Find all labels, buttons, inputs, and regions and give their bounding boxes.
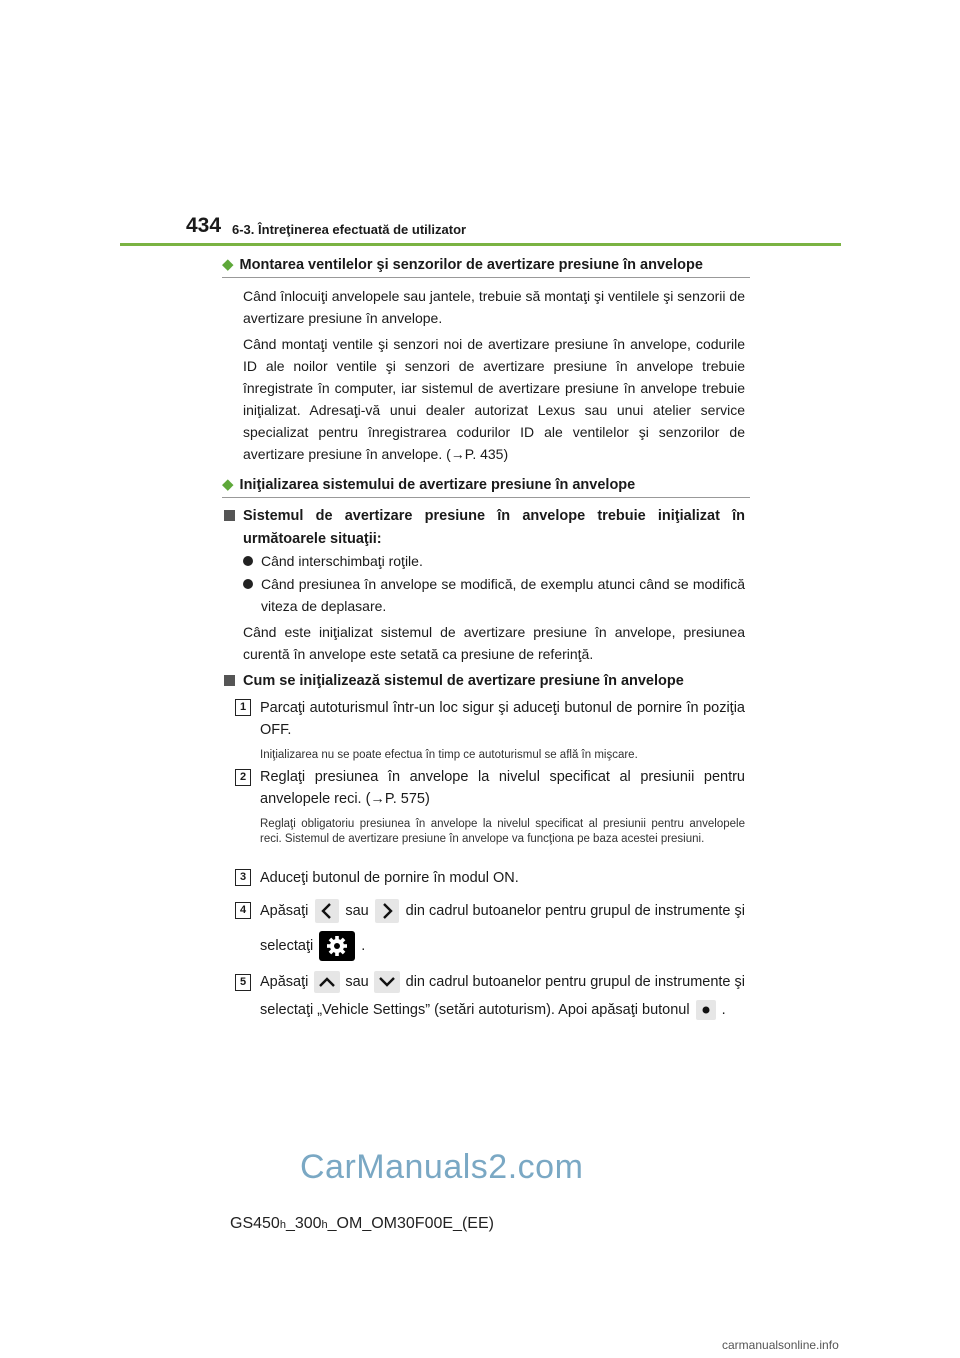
bullet-item: Când presiunea în anvelope se modifică, de exemplu atunci când se modifică viteza de deplasare. — [243, 573, 745, 617]
square-bullet-icon — [224, 510, 235, 521]
step-text-4: Apăsaţi sau din cadrul butoanelor pentru grupul de instrumente şi selectaţi . — [260, 898, 745, 962]
square-heading: Sistemul de avertizare presiune în anvelope trebuie iniţializat în următoarele situaţii: — [224, 505, 745, 551]
chevron-right-icon — [375, 899, 399, 923]
step-number: 1 — [235, 699, 251, 716]
bullet-dot-icon — [243, 579, 253, 589]
watermark-carmanuals2: CarManuals2.com — [300, 1148, 584, 1186]
chevron-up-icon — [314, 971, 340, 993]
bullet-item: Când interschimbaţi roţile. — [243, 550, 745, 572]
paragraph: Când înlocuiţi anvelopele sau jantele, trebuie să montaţi şi ventilele şi senzorii de avertizare presiune în anvelope. — [243, 288, 745, 326]
subsection-heading-text: Montarea ventilelor şi senzorilor de avertizare presiune în anvelope — [239, 257, 703, 273]
step-text: Aduceţi butonul de pornire în modul ON. — [260, 870, 519, 886]
square-heading: Cum se iniţializează sistemul de avertizare presiune în anvelope — [224, 670, 745, 693]
step-text: Reglaţi presiunea în anvelope la nivelul specificat al presiunii pentru anvelopele reci. (→P. 575) — [260, 769, 745, 807]
step-number: 4 — [235, 902, 251, 919]
paragraph: Când este iniţializat sistemul de avertizare presiune în anvelope, presiunea curentă în anvelope este setată ca presiune de referinţă. — [243, 624, 745, 662]
subsection-heading-text: Iniţializarea sistemului de avertizare presiune în anvelope — [239, 477, 636, 493]
diamond-icon: ◆ — [222, 256, 234, 273]
step-note: Reglaţi obligatoriu presiunea în anvelope la nivelul specificat al presiunii pentru anvelopele reci. Sistemul de avertizare presiune în anvelope va funcţiona pe baza acestei presiuni. — [260, 818, 745, 845]
step-number: 5 — [235, 974, 251, 991]
enter-dot-icon — [696, 1000, 716, 1020]
step-number: 2 — [235, 769, 251, 786]
diamond-icon: ◆ — [222, 476, 234, 493]
section-title: 6-3. Întreţinerea efectuată de utilizator — [232, 222, 467, 237]
chevron-left-icon — [315, 899, 339, 923]
square-bullet-icon — [224, 675, 235, 686]
subsection-rule — [222, 497, 750, 498]
paragraph: Când montaţi ventile şi senzori noi de avertizare presiune în anvelope, codurile ID ale noilor ventile şi senzori de avertizare presiune în anvelope trebuie înregistrate în computer, iar sistemul de avertizare presiune în anvelope trebuie iniţializat. Adresaţi-vă unui dealer autorizat Lexus sau unui atelier service specializat pentru înregistrarea codurilor ID ale ventilelor şi senzorilor de avertizare presiune în anvelope. (→P. 435) — [243, 336, 745, 462]
subsection-heading-valves — [222, 255, 750, 273]
footer-model-code: GS450h_300h_OM_OM30F00E_(EE) — [230, 1215, 494, 1232]
step-note: Iniţializarea nu se poate efectua în timp ce autoturismul se află în mişcare. — [260, 749, 638, 761]
watermark-carmanualsonline: carmanualsonline.info — [722, 1338, 839, 1352]
bullet-dot-icon — [243, 556, 253, 566]
subsection-heading-initialization — [222, 475, 750, 493]
gear-icon — [319, 931, 355, 961]
step-text: Parcaţi autoturismul într-un loc sigur şi aduceţi butonul de pornire în poziţia OFF. — [260, 700, 745, 738]
step-number: 3 — [235, 869, 251, 886]
step-text-5: Apăsaţi sau din cadrul butoanelor pentru grupul de instrumente şi selectaţi „Vehicle Settings” (setări autoturism). Apoi apăsaţi butonul . — [260, 969, 745, 1023]
page-number: 434 — [186, 214, 222, 237]
subsection-rule — [222, 277, 750, 278]
chevron-down-icon — [374, 971, 400, 993]
header-rule — [120, 243, 841, 246]
